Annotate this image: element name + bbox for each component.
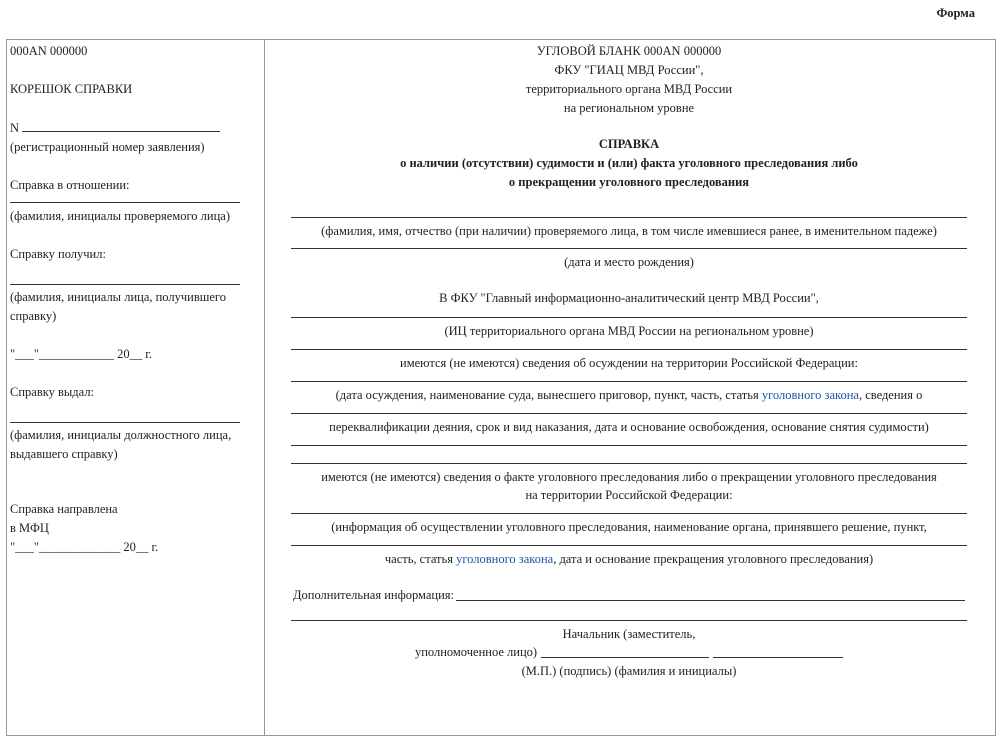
- number-blank: [22, 118, 220, 132]
- conviction-details-blank: [291, 381, 967, 382]
- received-date: "___"____________ 20__ г.: [10, 347, 153, 361]
- form-label: Форма: [936, 6, 975, 20]
- issuer-caption-2: выдавшего справку): [10, 447, 118, 461]
- conviction-caption-end: , сведения о: [858, 388, 923, 402]
- prosecution-caption-end: , дата и основание прекращения уголовного преследования): [553, 552, 874, 566]
- prosecution-caption-text: часть, статья: [384, 552, 457, 566]
- receiver-caption-1: (фамилия, инициалы лица, получившего: [10, 290, 226, 304]
- fio-caption: (фамилия, имя, отчество (при наличии) проверяемого лица, в том числе имевшиеся ранее, в именительном падеже): [321, 224, 937, 238]
- chief-label-1: Начальник (заместитель,: [562, 627, 696, 641]
- certificate-subtitle-2: о прекращении уголовного преследования: [508, 175, 750, 189]
- received-label: Справку получил:: [10, 247, 106, 261]
- additional-info-label: Дополнительная информация:: [293, 588, 454, 602]
- header-line-2: ФКУ "ГИАЦ МВД России",: [554, 63, 704, 77]
- header-line-3: территориального органа МВД России: [525, 82, 733, 96]
- chief-label-2: уполномоченное лицо): [414, 645, 538, 659]
- criminal-law-link[interactable]: уголовного закона: [761, 388, 859, 402]
- birth-caption: (дата и место рождения): [564, 255, 694, 269]
- ic-blank: [291, 317, 967, 318]
- certificate-subtitle-1: о наличии (отсутствии) судимости и (или) факта уголовного преследования либо: [400, 156, 858, 170]
- header-line-4: на региональном уровне: [563, 101, 695, 115]
- checked-person-blank: [10, 202, 240, 203]
- receiver-blank: [10, 284, 240, 285]
- requalification-blank: [291, 413, 967, 414]
- issuer-caption-1: (фамилия, инициалы должностного лица,: [10, 428, 232, 442]
- extra-blank-1: [291, 445, 967, 446]
- ic-caption: (ИЦ территориального органа МВД России на региональном уровне): [444, 324, 814, 338]
- birth-blank: [291, 248, 967, 249]
- issuer-blank: [10, 422, 240, 423]
- stub-column: [7, 40, 265, 735]
- stub-title: КОРЕШОК СПРАВКИ: [10, 82, 133, 96]
- stamp-signature-caption: (М.П.) (подпись) (фамилия и инициалы): [521, 664, 737, 678]
- additional-info-row: [291, 586, 967, 605]
- extra-blank-2: [291, 463, 967, 464]
- signature-blank: [541, 657, 709, 658]
- conviction-statement: имеются (не имеются) сведения об осуждении на территории Российской Федерации:: [400, 356, 858, 370]
- stub-number-line: [10, 118, 264, 138]
- spravka-v-otnoshenii: Справка в отношении:: [10, 178, 130, 192]
- form-frame: [6, 39, 996, 736]
- prosecution-info-caption: (информация об осуществлении уголовного преследования, наименование органа, принявшего решение, пункт,: [331, 520, 927, 534]
- conviction-caption: [291, 386, 967, 404]
- name-blank: [713, 657, 843, 658]
- sent-label-2: в МФЦ: [10, 521, 49, 535]
- header-line-1: УГЛОВОЙ БЛАНК 000AN 000000: [536, 44, 722, 58]
- chief-signature-row: [291, 643, 967, 662]
- number-prefix: N: [10, 121, 20, 135]
- issued-label: Справку выдал:: [10, 385, 95, 399]
- to-fku-text: В ФКУ "Главный информационно-аналитический центр МВД России",: [439, 291, 819, 305]
- prosecution-details-caption: [291, 550, 967, 568]
- reg-number-caption: (регистрационный номер заявления): [10, 140, 205, 154]
- prosecution-details-blank: [291, 545, 967, 546]
- checked-person-caption: (фамилия, инициалы проверяемого лица): [10, 209, 230, 223]
- prosecution-blank: [291, 513, 967, 514]
- additional-info-blank: [456, 600, 965, 601]
- additional-info-blank-2: [291, 620, 967, 621]
- sent-label-1: Справка направлена: [10, 502, 118, 516]
- requalification-caption: переквалификации деяния, срок и вид наказания, дата и основание освобождения, основание снятия судимости): [329, 420, 929, 434]
- criminal-law-link-2[interactable]: уголовного закона: [456, 552, 554, 566]
- receiver-caption-2: справку): [10, 309, 57, 323]
- prosecution-statement-2: на территории Российской Федерации:: [525, 488, 733, 502]
- prosecution-statement-1: имеются (не имеются) сведения о факте уголовного преследования либо о прекращении уголовного преследования: [321, 470, 937, 484]
- conviction-blank: [291, 349, 967, 350]
- fio-blank: [291, 217, 967, 218]
- stub-blank-number: 000AN 000000: [10, 44, 88, 58]
- conviction-caption-text: (дата осуждения, наименование суда, вынесшего приговор, пункт, часть, статья: [335, 388, 762, 402]
- sent-date: "___"_____________ 20__ г.: [10, 540, 159, 554]
- certificate-title: СПРАВКА: [598, 137, 660, 151]
- certificate-column: [265, 40, 995, 735]
